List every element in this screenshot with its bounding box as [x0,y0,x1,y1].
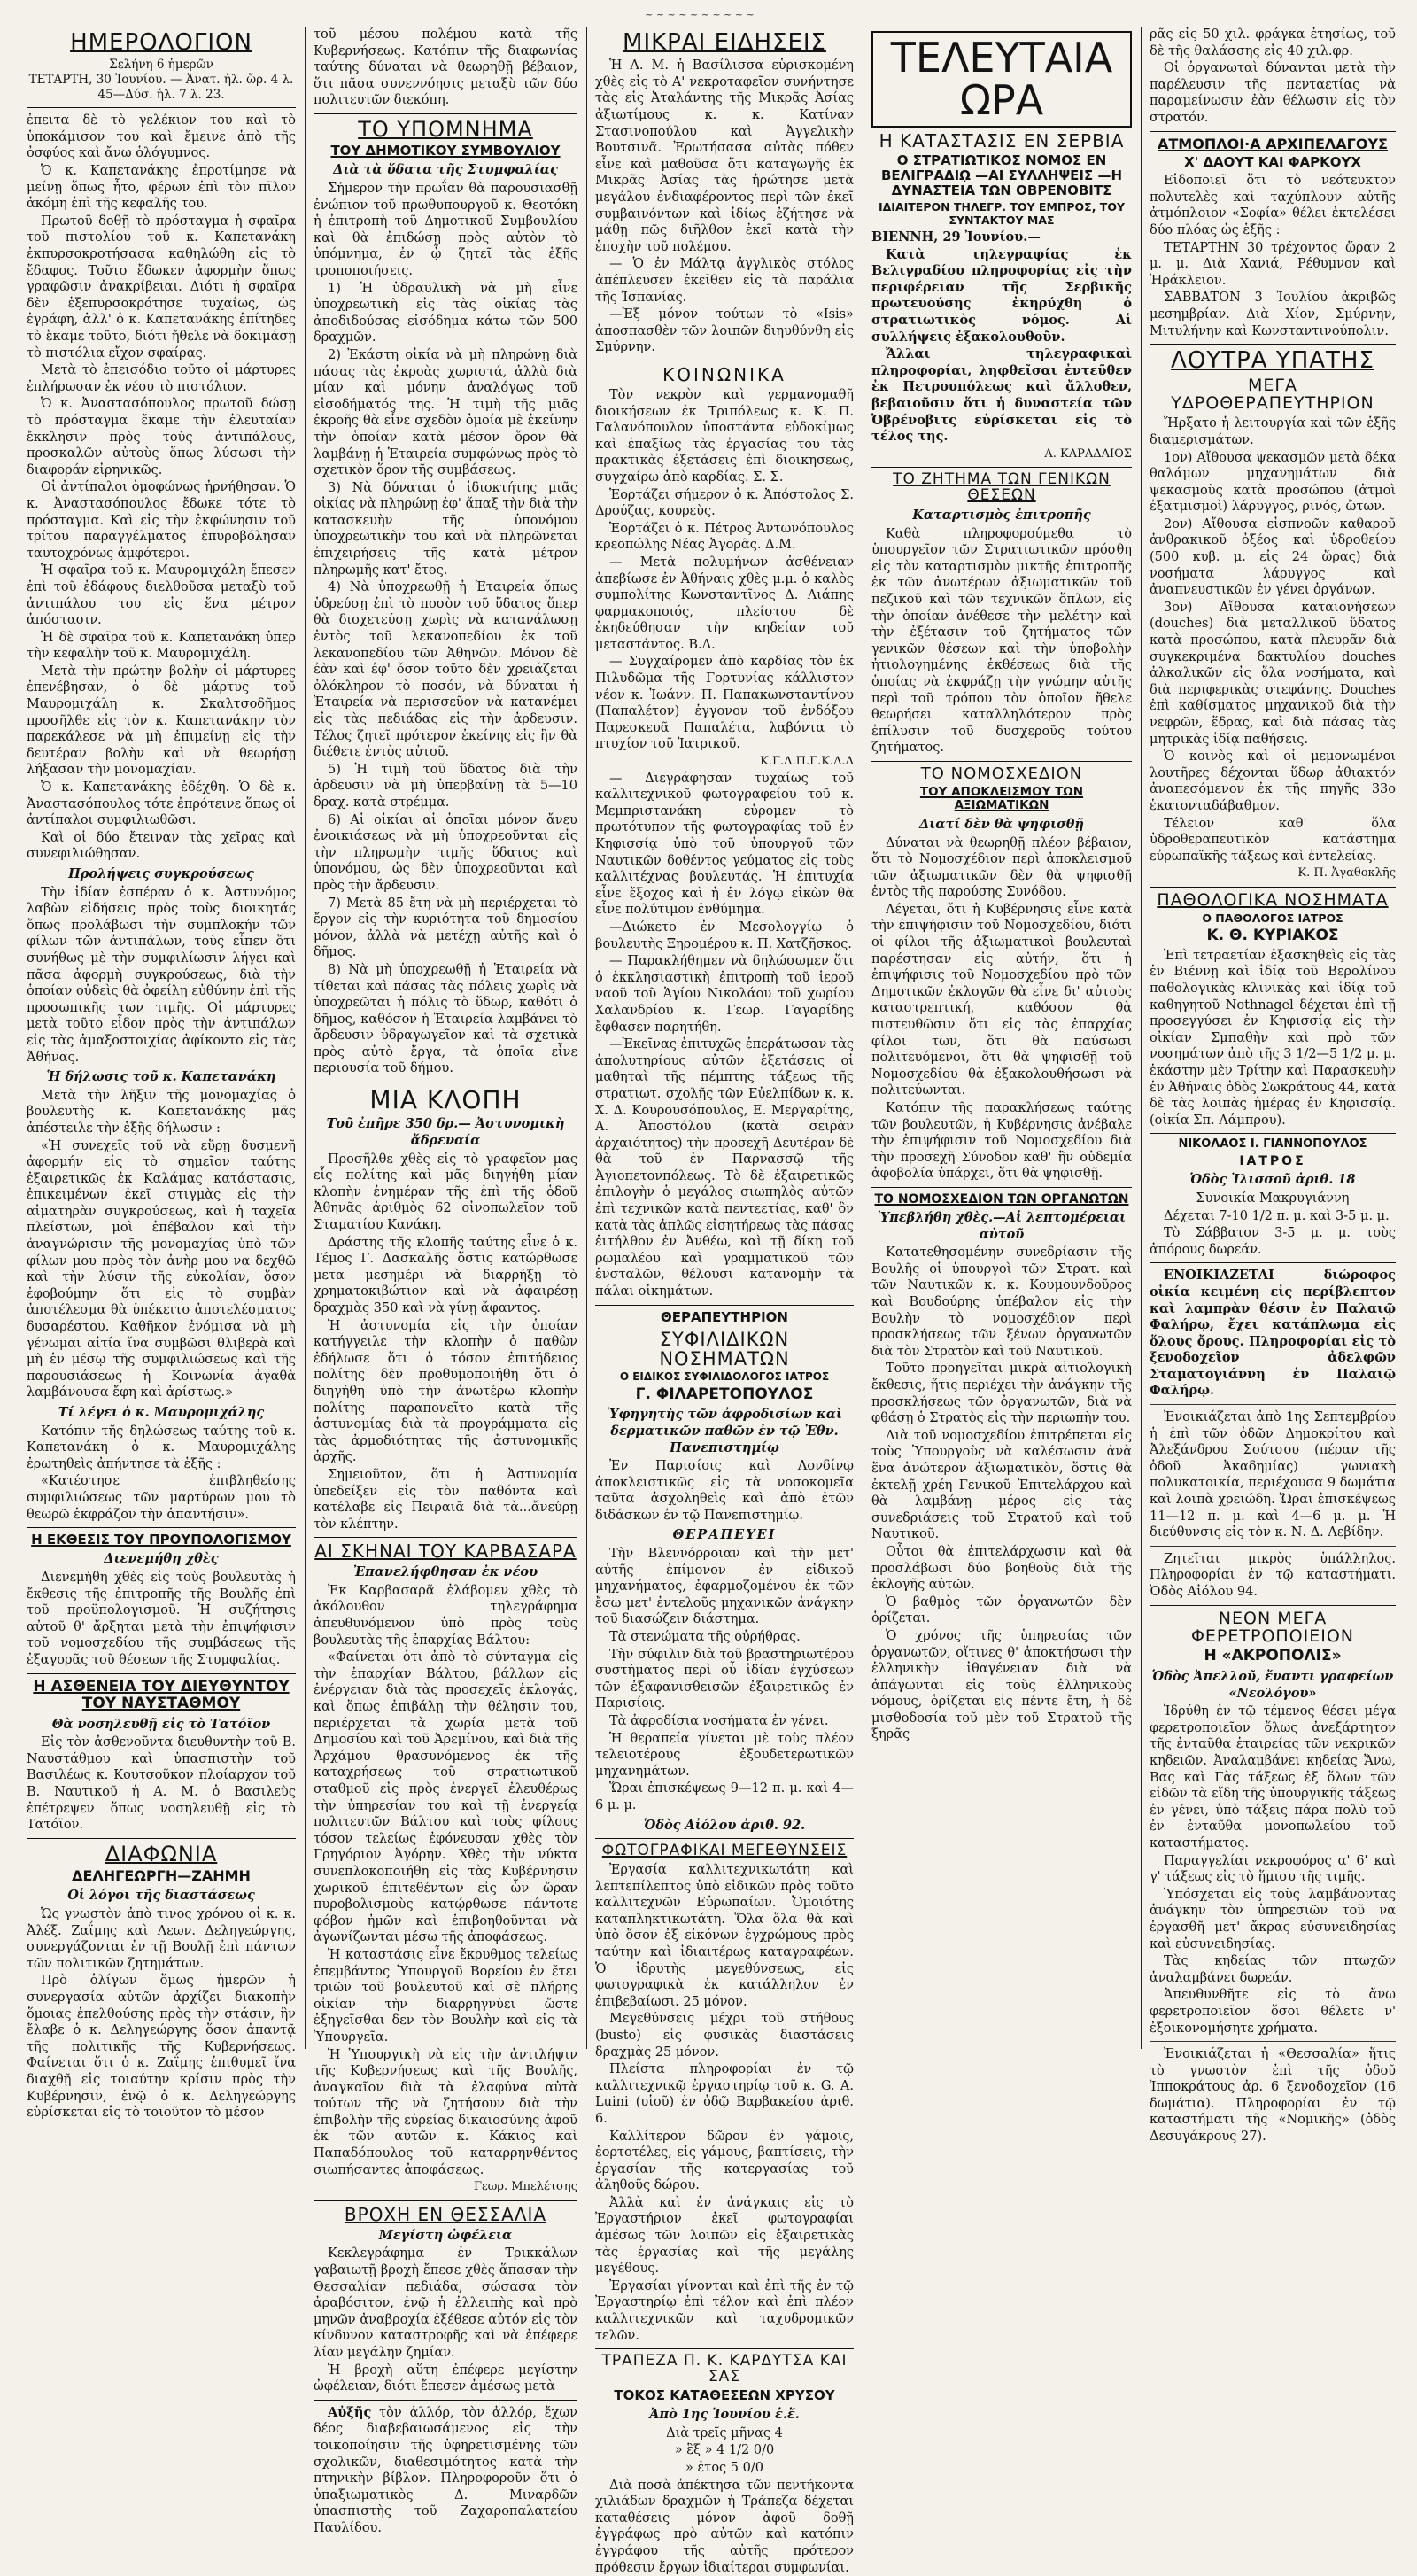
article-text: Ἱδρύθη ἐν τῷ τέμενος θέσει μέγα φερετροποιεῖον ὅλως ἀνεξάρτητον τῆς ἐνταῦθα ἑταιρείας τῶν νεκρικῶν κηδειῶν. Ἀναλαμβάνει κηδείας Ἄνω, Βας καὶ Γὰς τάξεως ἐξ ὅλων τῶν εἰδῶν τὰ εἴδη τῆς ὑπουργικῆς τάξεως ἐν γένει, ὑπὸ τάξεις πάρα πολὺ τοῦ ἐν ἐνταῦθα μονοπωλείου τοῦ καταστήματος. [1150,1704,1396,1851]
article-text: ΤΕΤΑΡΤΗΝ 30 τρέχοντος ὥραν 2 μ. μ. Διὰ Χανιά, Ρέθυμνον καὶ Ἡράκλειον. [1150,240,1396,288]
headline-sub: Η ΚΑΤΑΣΤΑΣΙΣ ΕΝ ΣΕΡΒΙΑ [879,129,1125,151]
article-text: Καὶ οἱ δύο ἔτειναν τὰς χεῖρας καὶ συνεφιλιώθησαν. [27,830,296,862]
subheading: Ἐπανελήφθησαν ἐκ νέου [352,1564,538,1580]
address: Ὁδὸς Αἰόλου ἀριθ. 92. [643,1817,806,1833]
advert-name: Γ. ΦΙΛΑΡΕΤΟΠΟΥΛΟΣ [635,1385,814,1403]
dateline: ΒΙΕΝΝΗ, 29 Ἰουνίου.— [871,229,1041,245]
subheading: Ἡ δήλωσις τοῦ κ. Καπετανάκη [46,1069,276,1085]
subheading: Διὰ τὰ ὕδατα τῆς Στυμφαλίας [333,162,558,178]
advert-sub: Χ' ΔΑΟΥΤ ΚΑΙ ΦΑΡΚΟΥΧ [1184,153,1361,170]
article-text: Δέχεται 7-10 1/2 π. μ. καὶ 3-5 μ. μ. [1164,1208,1390,1223]
column-rule [305,27,306,2049]
article-text: Ἑορτάζει σήμερον ὁ κ. Ἀπόστολος Σ. Δρούζας, κουρεὺς. [595,487,854,519]
article-text: «Κατέστησε ἐπιβληθείσης συμφιλιώσεως τῶν μαρτύρων μου τὸ θεωρῶ ἐκφράζον τὴν ἀπαντήσιν». [27,1474,296,1522]
article-text: Ὥραι ἐπισκέψεως 9—12 π. μ. καὶ 4—6 μ. μ. [595,1781,854,1812]
article-text: Ὁ κ. Ἀναστασόπουλος πρωτοῦ δώσῃ τὸ πρόσταγμα ἔκαμε τὴν ἐλευταίαν ἔκκλησιν πρὸς τοὺς ἀντιπάλους, προσκαλῶν αὐτοὺς ὅπως λύσωσι τὴν διαφοράν εἰρηνικῶς. [27,397,296,477]
advert-title: ΑΤΜΟΠΛΟΙ·Α ΑΡΧΙΠΕΛΑΓΟΥΣ [1158,135,1388,152]
article-text: Μεγεθύνσεις μέχρι τοῦ στήθους (busto) εἰς φυσικὰς διαστάσεις δραχμὰς 25 μόνον. [595,2012,854,2060]
article-text: 8) Νὰ μὴ ὑποχρεωθῇ ἡ Ἑταιρεία νὰ τίθεται καὶ πάσας τὰς πόλεις χωρὶς νὰ ὑποχρεῶται ἡ πόλις τὸ ὕδωρ, καθότι ὁ δῆμος, καθόσον ἡ Ἑταιρεία λαμβάνει τὸ ἄρδευσιν ὑδραγωγεῖον καὶ τὰ σχετικὰ πρὸς αὐτὸ ἔργα, τὰ ὁποῖα εἶνε περιουσία τοῦ δήμου. [314,962,577,1076]
headline: ΒΡΟΧΗ ΕΝ ΘΕΣΣΑΛΙΑ [344,2203,547,2225]
subheading: ΘΕΡΑΠΕΥΕΙ [672,1527,777,1543]
article-text: 3) Νὰ δύναται ὁ ἰδιοκτήτης μιᾶς οἰκίας νὰ πληρώνῃ ἐφ' ἅπαξ τὴν διὰ τὴν κατασκευὴν τῆς ὑπονόμου ὑποχρεωτικὴν του καὶ νὰ πληρῶνεται ἐπιχειρήσεις τῆς κατὰ μέτρον πληρωμῆς κατ' ἔτος. [314,480,577,578]
advert-title: ΝΕΟΝ ΜΕΓΑ ΦΕΡΕΤΡΟΠΟΙΕΙΟΝ [1190,1608,1355,1646]
article-text: Οἱ ἀντίπαλοι ὁμοφώνως ἠρνήθησαν. Ὁ κ. Ἀναστασόπουλος ἔδωκε τότε τὸ πρόσταγμα. Καὶ εἰς τὴν ἐκφώνησιν τοῦ τρίτου παραγγέλματος ἐπυροβόλησαν ταυτοχρόνως ἀμφότεροι. [27,480,296,561]
article-text: Οἱ ὀργανωταὶ δύνανται μετὰ τὴν παρέλευσιν τῆς πενταετίας νὰ παραμείνωσιν ἐὰν θέλωσιν εἰς τὸν στρατόν. [1150,61,1396,125]
signature: Α. ΚΑΡΑΔΑΙΟΣ [1044,446,1132,461]
article-text: Ἡ σφαῖρα τοῦ κ. Μαυρομιχάλη ἔπεσεν ἐπὶ τοῦ ἐδάφους διελθοῦσα μεταξὺ τοῦ ἀντιπάλου του εἰς ἕνα μέτρον ἀπόστασιν. [27,563,296,628]
article-text: — Συγχαίρομεν ἀπὸ καρδίας τὸν ἐκ Πιλυδῶμα τῆς Γορτυνίας κάλλιστον νέον κ. Ἰωάνν. Π. Παπακωνσταντίνου (Παπαλέτον) ἐγγονον τοῦ ἐνδόξου Παρεσκευᾶ Παπαλέτα, λαβόντα τὸ πτυχίον τοῦ Ἰατρικοῦ. [595,655,854,752]
headline: ΜΙΚΡΑΙ ΕΙΔΗΣΕΙΣ [623,29,826,56]
classified-ad: Ζητεῖται μικρὸς ὑπάλληλος. Πληροφορίαι ἐν τῷ καταστήματι. Ὁδὸς Αἰόλου 94. [1150,1551,1396,1600]
advert-sub: ΜΕΓΑ ΥΔΡΟΘΕΡΑΠΕΥΤΗΡΙΟΝ [1171,376,1374,414]
column-rule [586,27,587,2049]
advert-title: ΣΥΦΙΛΙΔΙΚΩΝ ΝΟΣΗΜΑΤΩΝ [659,1328,790,1369]
subheading: Τοῦ ἐπῆρε 350 δρ.— Ἀστυνομικὴ ἄδρεναία [326,1116,565,1149]
subheading: Ὑφηγητὴς τῶν ἀφροδισίων καὶ δερματικῶν παθῶν ἐν τῷ Ἐθν. Πανεπιστημίῳ [607,1407,842,1455]
article-text: ΣΑΒΒΑΤΟΝ 3 Ἰουλίου ἀκριβῶς μεσημβρίαν. Διὰ Χίον, Σμύρνην, Μιτυλήνην καὶ Κωνσταντινούπολιν. [1150,291,1396,338]
headline: ΤΟ ΥΠΟΜΝΗΜΑ [358,116,533,142]
headline: ΤΟ ΖΗΤΗΜΑ ΤΩΝ ΓΕΝΙΚΩΝ ΘΕΣΕΩΝ [893,470,1111,505]
article-text: ἐπειτα δὲ τὸ γελέκιον του καὶ τὸ ὑποκάμισον του καὶ ἔμεινε ἀπὸ τῆς ὀσφύος καὶ ἄνω ὁλόγυμνος. [27,113,296,161]
article-text: — Ὁ ἐν Μάλτᾳ ἀγγλικὸς στόλος ἀπέπλευσεν ἐκεῖθεν εἰς τὰ παράλια τῆς Ἰσπανίας. [595,257,854,305]
article-text: 5) Ἡ τιμὴ τοῦ ὕδατος διὰ τὴν ἀρδευσιν νὰ μὴ ὑπερβαίνῃ τὰ 5—10 δραχ. κατὰ στρέμμα. [314,762,577,810]
rate-line: » ἐτος 5 0/0 [685,2460,763,2475]
article-text: Ἡ θεραπεία γίνεται μὲ τοὺς πλέον τελειοτέρους ἐξουδετερωτικῶν μηχανημάτων. [595,1731,854,1779]
article-text: Ἡ ἀστυνομία εἰς τὴν ὁποίαν κατήγγειλε τὴν κλοπὴν ὁ παθὼν ἐδήλωσε ὅτι ὁ τόσον ἐπιτήδειος πολίτης δὲν προθυμοποιήθη ὅτι ὁ διηγήθη ὑπὸ τὴν ἀνωτέρω κλοπὴν πολίτης παραπονεῖτο κατὰ τῆς ἀστυνομίας διὰ τὰ προγράμματα εἰς τὰς ἀρμοδιότητας τῆς ἀστυνομικῆς ἀρχῆς. [314,1318,577,1465]
article-text: — Διεγράφησαν τυχαίως τοῦ καλλιτεχνικοῦ φωτογραφείου τοῦ κ. Μεμπριστανάκη εὑρομεν τὸ πρωτότυπον τῆς φωτογραφίας τοῦ ἐν Κηφισσίᾳ ὑπὸ τοῦ ὑπουργοῦ τῶν Ναυτικῶν δοθέντος γεύματος εἰς τοὺς καλλιτέχνας βουλευτάς. Ἡ ἐπιτυχία εἶνε ἔξοχος καὶ ἡ ἐν λόγῳ εἰκὼν θὰ εἶνε πολύτιμον ἐνθύμημα. [595,771,854,918]
article-text: Τὸν νεκρὸν καὶ γερμανομαθῆ διοικήσεων ἐκ Τριπόλεως κ. Κ. Π. Γαλανόπουλον ὑποστάντα εὐδοκίμως καὶ ἐπαξίως τὰς ἐργασίας του τὰς πρακτικὰς ἐξετάσεις ἐπὶ διοικησεως, συγχαίρω ἀπὸ καρδίας. Σ. Σ. [595,387,854,485]
inline-heading: Αὐξῆς [328,2404,372,2420]
advert-sub: ΙΑΤΡΟΣ [1239,1154,1306,1169]
column-3 [595,27,854,2575]
page-header-ornament: ~ ~ ~ ~ ~ ~ ~ ~ ~ ~ [645,9,755,20]
article-text: —Διώκετο ἐν Μεσολογγίῳ ὁ βουλευτὴς Ξηρομέρου κ. Π. Χατζῆσκος. [595,919,854,951]
article-text: Διὰ ποσὰ ἀπέκτησα τῶν πεντήκοντα χιλιάδων δραχμῶν ἡ Τράπεζα δέχεται καταθέσεις μόνον ἀφοῦ δοθῇ ἐγγράφως πρὸ αὐτῶν καὶ κατόπιν ἐγγράφου τῆς αὐτῆς πρότερον πρόθεσιν ἔργων ἰδιαίτεραι συμφωνίαι. [595,2478,854,2575]
article-text: Σημειοῦτον, ὅτι ἡ Ἀστυνομία ὑπεδείξεν εἰς τὸν παθόντα καὶ κατέλαβε εἰς Πειραιᾶ διὰ τὰ...ἄνεύρῃ τὸν κλέπτην. [314,1467,577,1532]
article-text: Τέλειον καθ' ὅλα ὑδροθεραπευτικὸν κατάστημα εὐρωπαϊκῆς τάξεως καὶ ἐντελείας. [1150,816,1396,864]
article-text: 2) Ἐκάστη οἰκία νὰ μὴ πληρώνῃ διὰ πάσας τὰς ἐκροὰς χωριστά, ἀλλὰ διὰ μίαν καὶ μόνην ἀναλόγως τοῦ εἰσοδήματός της. Ἡ τιμὴ τῆς μιᾶς ἐκροῆς θὰ εἶνε σχεδὸν ὁμοία μὲ ἐκείνην τὴν ὁποίαν κατὰ μέσον ὅρον θὰ λαμβάνῃ ἡ Ἑταιρεία συμφώνως πρὸς τὸ σχετικὸν ὅρον τῆς συμβάσεως. [314,347,577,478]
article-text: 2ον) Αἴθουσα εἰσπνοῶν καθαροῦ ἀνθρακικοῦ ὀξέος καὶ ὑδροθείου (500 κυβ. μ. εἰς 24 ὥρας) διὰ νοσήματα λάρυγγος καὶ ἀναπνευστικῶν ἐν γένει ὀργάνων. [1150,516,1396,598]
subheading: Προλήψεις συγκρούσεως [68,866,254,882]
subheading: Ὑπεβλήθη χθὲς.—Αἱ λεπτομέρειαι αὐτοῦ [877,1210,1127,1242]
subheading: Ἀπὸ 1ης Ἰουνίου ἐ.ἔ. [649,2407,800,2423]
article-text: Κατὰ τηλεγραφίας ἐκ Βελιγραδίου πληροφορίας εἰς τὴν περιφέρειαν τῆς Σερβικῆς πρωτευούσης ἐκηρύχθη ὁ στρατιωτικὸς νόμος. Αἱ συλλήψεις ἐξακολουθοῦν. [871,246,1132,345]
article-text: Μετὰ τὴν πρώτην βολὴν οἱ μάρτυρες ἐπενέβησαν, ὁ δὲ μάρτυς τοῦ Μαυρομιχάλη κ. Σκαλτσοδῆμος προσῆλθε εἰς τὸν κ. Καπετανάκην τὸν παρεκάλεσε νὰ μὴ ἐπιμείνῃ εἰς τὴν δευτέραν βολὴν καὶ νὰ θεωρήσῃ λήξασαν τὴν μονομαχίαν. [27,663,296,778]
article-text: Ἑορτάζει ὁ κ. Πέτρος Ἀντωνόπουλος κρεοπώλης Νέας Ἀγορᾶς. Δ.Μ. [595,521,854,553]
article-text: — Μετὰ πολυμήνων ἀσθένειαν ἀπεβίωσε ἐν Ἀθήναις χθὲς μ.μ. ὁ καλὸς συμπολίτης Κωνσταντῖνος Δ. Λιάπης φαρμακοποιός, πλείστου δὲ ἐκηδεύθησαν τὴν κηδείαν τοῦ μεταστάντος. Β.Λ. [595,555,854,652]
column-2 [314,27,577,2535]
classified-ad: Ἐνοικιάζεται ἡ «Θεσσαλία» ἥτις τὸ γνωστὸν ἐπὶ τῆς ὁδοῦ Ἱπποκράτους ἀρ. 6 ξενοδοχεῖον (16 δωμάτια). Πληροφορίαι ἐν τῷ καταστήματι τῆς «Νομικῆς» (ὁδὸς Δεσυγάκρους 27). [1150,2047,1396,2145]
article-text: Ἐργασίαι γίνονται καὶ ἐπὶ τῆς ἐν τῷ Ἐργαστηρίῳ ἐπὶ τέλον καὶ ἐπὶ πλέον καλλιτεχνικῶν καὶ ταχυδρομικῶν τελῶν. [595,2278,854,2343]
article-text: Ὁ κ. Καπετανάκης ἐδέχθη. Ὁ δὲ κ. Ἀναστασόπουλος τότε ἐπρότεινε ὅπως οἱ ἀντίπαλοι συμφιλιωθῶσι. [27,780,296,828]
article-text: Ὁ βαθμὸς τῶν ὀργανωτῶν δὲν ὁρίζεται. [871,1594,1132,1626]
article-text: 1ον) Αἴθουσα ψεκασμῶν μετὰ δέκα θαλάμων μηχανημάτων διὰ ψεκασμοὺς κατὰ προσώπου (ἀτμοὶ ἐξατμισμοὶ) λάρυγγος, ρινός, ὤτων. [1150,450,1396,515]
article-text: Ἡ Ὑπουργικὴ νὰ εἰς τὴν ἀντιλήψιν τῆς Κυβερνήσεως καὶ τῆς Βουλῆς, ἀναγκαῖον διὰ τὰ ἐλαφύνα αὐτὰ τούτων τῆς νὰ ζητήσουν διὰ τὴν ἐπιβολὴν τῆς εὐρείας δικαιοσύνης ἀφοῦ ἐκ τῶν αὐτῶν κ. Κάκιος καὶ Παπαδόπουλος τοῦ καταρρηνθέντος σιωπήσαντες ἀποφάσεως. [314,2047,577,2177]
article-text: Ἐκ Καρβασαρᾶ ἐλάβομεν χθὲς τὸ ἀκόλουθον τηλεγράφημα ἀπευθυνόμενον ὑπὸ πρὸς τοὺς βουλευτὰς τῆς ἐπαρχίας Βάλτου: [314,1583,577,1648]
advert-title: ΤΡΑΠΕΖΑ Π. Κ. ΚΑΡΔΥΤΣΑ ΚΑΙ ΣΑΣ [601,2352,848,2386]
headline: ΑΙ ΣΚΗΝΑΙ ΤΟΥ ΚΑΡΒΑΣΑΡΑ [314,1540,577,1563]
article-text: Καθὰ πληροφορούμεθα τὸ ὑπουργεῖον τῶν Στρατιωτικῶν πρόσθη εἰς τὸν καταρτισμὸν μικτῆς ἐπιτροπῆς ἐκ τῶν ἀνωτέρων ἀξιωματικῶν τοῦ πεζικοῦ καὶ τῶν τεχνικῶν ὅπλων, εἰς τὴν ὁποίαν ἀνέθεσε τὴν μελέτην καὶ τὴν ἐξέτασιν τοῦ ζητήματος τῶν γενικῶν θέσεων καὶ τὴν ὑποβολὴν ἠτιολογημένης ἐκθέσεως διὰ τῆς ὁποίας νὰ ἐκφράζῃ τὴν γνώμην αὐτῆς περὶ τοῦ τρόπου τὸν ὁποῖον ἤθελε θεωρήσει καταλληλότερον πρὸς ἐπίλυσιν τοῦ δυσχεροῦς τούτου ζητήματος. [871,526,1132,756]
article-text: Ἐπὶ τετραετίαν ἐξασκηθεὶς εἰς τὰς ἐν Βιέννῃ καὶ ἰδίᾳ τοῦ Βερολίνου παθολογικὰς κλινικὰς καὶ ἰδίᾳ τοῦ καθηγητοῦ Nothnagel δέχεται ἐπὶ τῇ προσεγγύσει ἐν Κηφισσίᾳ εἰς τὴν οἰκίαν Σμπαθὴν καὶ πρὸ τῶν νοσημάτων ἀπὸ τῆς 3 1/2—5 1/2 μ. μ. ἑκάστην μὲν Τρίτην καὶ Παρασκευὴν ἐν Ἀθήναις ὁδὸς Σωκράτους 44, κατὰ δὲ τὰς λοιπὰς ἡμέρας ἐν Κηφισσίᾳ. (οἰκία Σπ. Λάμπρου). [1150,948,1396,1128]
article-text: Ἀπευθυνθῆτε εἰς τὸ ἄνω φερετροποιεῖον ὅσοι θέλετε ν' ἐξοικονομήσητε χρήματα. [1150,1988,1396,2036]
column-rule [1141,27,1142,2049]
article-text: Λέγεται, ὅτι ἡ Κυβέρνησις εἶνε κατὰ τὴν ἐπιψήφισιν τοῦ Νομοσχεδίου, διότι οἱ φίλοι τῆς ἀξιωματικοὶ βουλευταὶ παρέστησαν εἰς αὐτήν, ὅτι ἡ ἐπιψήφισις τοῦ Νομοσχεδίου πρὸ τῶν Δημοτικῶν ἐκλογῶν θὰ εἶνε δι' αὐτοὺς καταστρεπτική, καθόσον θὰ πιστευθῶσιν ὅτι εἰς τὰς ἐπαρχίας φίλοι των, ὅτι θὰ παύσωσι πολιτευόμενοι, ὅτι θὰ ψηφισθῇ τοῦ Νομοσχεδίου θὰ ἐξακολουθήσωσι νὰ πολιτεύωνται. [871,902,1132,1098]
article-text: Συνοικία Μακρυγιάννη [1196,1191,1350,1206]
article-text: Ἡ καταστάσις εἶνε ἔκρυθμος τελείως ἐπεμβάντος Ὑπουργοῦ Βορείου ἐν ἔτει τριῶν τοῦ βουλευτοῦ καὶ σὲ πλήρης οἰκίαν τὴν διαρρηγνύει ὥστε ἐξηγεῖσθαι δεν τὸν Βουλὴν καὶ εἰς τὰ Ὑπουργεῖα. [314,1947,577,2045]
article-text: Τὰς κηδείας τῶν πτωχῶν ἀναλαμβάνει δωρεάν. [1150,1954,1396,1985]
article-text: Τὴν σύφιλιν διὰ τοῦ βραστηριωτέρου συστήματος περὶ οὗ ἰδίαν ἐγχύσεων τῶν ἐξαφανισθεισῶν ἐξαιρετικῶς ἐν Παρισίοις. [595,1647,854,1711]
article-text: Κατατεθησομένην συνεδρίασιν τῆς Βουλῆς οἱ ὑπουργοὶ τῶν Στρατ. καὶ τῶν Ναυτικῶν κ. κ. Κουμουνδοῦρος καὶ Βουδούρης ὑπέβαλον εἰς τὴν Βουλὴν τὸ νομοσχέδιον περὶ προσκλήσεως τῶν ξένων ὀργανωτῶν διὰ τὸν Στρατὸν καὶ τοῦ Ναυτικοῦ. [871,1245,1132,1359]
article-text: Ἐργασία καλλιτεχνικωτάτη καὶ λεπτεπίλεπτος ὑπὸ εἰδικῶν πρὸς τοῦτο καλλιτεχνῶν Εὐρωπαίων. Ὁμοιότης καταπληκτικωτάτη. Ὅλα ὅλα θὰ καὶ ὑπὸ ὅσον ἐξ εἰκόνων ἐγχρώμους πρὸς ταύτην καὶ ἰδιαιτέρως καταγραφέων. Ὁ ἱδρυτὴς μεγεθύνσεως, εἰς φωτογραφικὰ ἐκ κατάλληλον ἐν ἐπιβεβαίωσι. 25 μόνον. [595,1863,854,2009]
article-text: τὸν ἀλλόρ, τὸν ἀλλόρ, ἔχων δέος διαβεβαιωσάμενος εἰς τὴν τοικοποίησιν τῆς ὑφηρετισμένης τῶν σχολικῶν, διαθεσιμότητος κατὰ τὴν πτηνικὴν βίβλον. Πληροφοροῦν ὅτι ὁ ὑπαξιωματικὸς Δ. Μιναρδῶν ὑπασπιστὴς τοῦ Ζαχαροπαλατείου Παυλίδου. [314,2405,577,2535]
subheading: Καταρτισμὸς ἐπιτροπῆς [912,508,1091,524]
article-text: Δράστης τῆς κλοπῆς ταύτης εἶνε ὁ κ. Τέμος Γ. Δασκαλῆς ὅστις κατώρθωσε μετα μεσημέρι νὰ διαρρήξῃ τὸ χρηματοκιβώτιον καὶ νὰ ἀφαιρέσῃ δραχμὰς 350 καὶ νὰ γίνῃ ἄφαντος. [314,1235,577,1315]
article-text: Πρωτοῦ δοθῇ τὸ πρόσταγμα ἡ σφαῖρα τοῦ πιστολίου τοῦ κ. Καπετανάκη ἐκπυρσοκροτήσασα καθηλώθη εἰς τὸ ἔδαφος. Τοῦτο ἔδωκεν ἀφορμὴν ὅπως γραφῶσιν ἀνακρίβειαι. Διότι ἡ σφαῖρα δὲν ἐξεπυρσοκρότησε τυχαίως, ὡς ἐγράφη, ἀλλ' ὁ κ. Καπετανάκης ἐπίτηδες τὸ ἔκαμε τοῦτο, διότι ἤθελε νὰ δοκιμάσῃ τὸ πιστόλια εἴχον σφαίρας. [27,213,296,361]
headline-main: ΤΕΛΕΥΤΑΙΑ ΩΡΑ [871,31,1132,128]
article-text: Διὰ τοῦ νομοσχεδίου ἐπιτρέπεται εἰς τοὺς Ὑπουργοὺς νὰ καλέσωσιν ἀνὰ ἕνα ἀνώτερον ἀξιωματικὸν, ὅστις θὰ ἐκτελῇ χρέη Γενικοῦ Ἐπιτελάρχου καὶ θὰ λαμβάνῃ μέρος εἰς τὰς συνεδριάσεις τοῦ Στρατοῦ καὶ τοῦ Ναυτικοῦ. [871,1428,1132,1542]
article-text: Τὰ στενώματα τῆς οὐρήθρας. [609,1630,801,1645]
article-text: Μετὰ τὴν λῆξιν τῆς μονομαχίας ὁ βουλευτὴς κ. Καπετανάκης μᾶς ἀπέστειλε τὴν ἑξῆς δήλωσιν : [27,1088,296,1136]
article-text: Ἡ Α. Μ. ἡ Βασίλισσα εὑρισκομένη χθὲς εἰς τὸ Α' νεκροταφεῖον συνήντησε τὰς εἰς Ἀταλάντης τῆς Μικρᾶς Ἀσίας ἀξιωτίμους κ. κ. Κατίναν Στασινοπούλου καὶ Ἀγγελικὴν Βουτσινᾶ. Ἐρωτήσασα αὐτὰς πόθεν εἶνε καὶ μαθοῦσα ὅτι καταγωγῆς ἐκ Μικρᾶς Ἀσίας τὰς ἠρώτησε μετὰ μεγάλου ἐνδιαφέροντος περὶ τῶν ἐκεῖ συμβαινόντων καὶ ἰδίως ἐζήτησε νὰ μάθῃ πῶς διῆλθον ἐκεῖ κατὰ τὴν ἐποχὴν τοῦ πολέμου. [595,58,854,254]
calendar-heading: ΗΜΕΡΟΛΟΓΙΟΝ [70,29,252,56]
article-text: Κεκλεγράφημα ἐν Τρικκάλων γαβαιωτῇ βροχὴ ἔπεσε χθὲς ἅπασαν τὴν Θεσσαλίαν πεδιάδα, σώσασα τὸν ἀραβόσιτον, ἐνῷ ἡ ἐλλειπὴς καὶ πρὸ μηνῶν ἀναβροχία ἐξέθεσε αὐτόν εἰς τὸν κίνδυνον καταστροφῆς καὶ νὰ ἐπέφερε λίαν μεγάλην ζημίαν. [314,2246,577,2361]
article-text: «Ἡ συνεχεῖς τοῦ νὰ εὕρῃ δυσμενῆ ἀφορμήν εἰς τὸ σημεῖον ταύτης ἐξαιρετικῶς ἐκ Καλάμας κατάστασις, ἐπικειμένων ἐκεῖ στιγμὰς εἰς τὴν αἱματηρὰν συγκρούσεως, καὶ ἡ ταχεῖα πλείστων, μοὶ ἐπέβαλον καὶ τὴν ἀναγνώρισιν τῆς μονομαχίας ὑπὸ τῶν φίλων μου πρὸς τὸν ἀνὴρ μου να δεχθῶ καὶ τὴν λύσιν τῆς εὐκολίαν, ὅσον ἐφοβούμην ὅτι εἰς τὸ συμβὰν ἀποτέλεσμα θὰ ὑπέκειτο ἀποτελέσματος δυσαρέστου. Καθῆκον ἐνόμισα νὰ μὴ γένωμαι αἰτία ἵνα συμβῶσι θλιβερὰ καὶ μὴ ἐν μέσῳ τῆς συμφιλιώσεως καὶ τῆς παρουσιάσεως ἡ Κοινωνία ἀγαθὰ λαμβάνουσα ἔφη καὶ ἀρίστως.» [27,1138,296,1401]
article-text: Καλλίτερον δῶρον ἐν γάμοις, ἑορτοτέλες, εἰς γάμους, βαπτίσεις, τὴν ἐργασίαν τῆς κατεργασίας τοῦ ἀληθοῦς δώρου. [595,2129,854,2193]
article-text: Ἡ δὲ σφαῖρα τοῦ κ. Καπετανάκη ὑπερ τὴν κεφαλὴν τοῦ κ. Μαυρομιχάλη. [27,630,296,662]
headline: ΤΟ ΝΟΜΟΣΧΕΔΙΟΝ [920,764,1083,783]
article-text: Ἡ βροχὴ αὕτη ἐπέφερε μεγίστην ὠφέλειαν, διότι ἔπεσεν ἀμέσως μετὰ [314,2363,577,2394]
article-text: Μετὰ τὸ ἐπεισόδιο τοῦτο οἱ μάρτυρες ἐπλήρωσαν ἐκ νέου τὸ πιστόλιον. [27,363,296,394]
article-text: 3ον) Αἴθουσα καταιονήσεων (douches) διὰ μεταλλικοῦ ὕδατος κατὰ προσώπου, κατὰ πλευρᾶν διὰ συγκεκριμένα δακτυλίου douches ἀλκαλικῶν εἰς ὅλα νοσήματα, καὶ διὰ περιφερικὰς στεφάνης. Douches ἐπὶ καθίσματος μηχανικοῦ διὰ τὴν νεφρῶν, ἕδρας, καὶ διὰ πάσας τὰς μητρικὰς ἰδίᾳ παθήσεις. [1150,600,1396,747]
headline-sub: ΤΟΥ ΑΠΟΚΛΕΙΣΜΟΥ ΤΩΝ ΑΞΙΩΜΑΤΙΚΩΝ [919,784,1084,813]
article-text: Τὴν Βλεννόρροιαν καὶ τὴν μετ' αὐτῆς ἐπίμονον ἐν εἰδικοῦ μηχανήματος, ἐφαρμοζομένου ἐκ τῶν ἔσω μετ' ἐντελοῦς μηχανικῶν ἀνάγκην τοῦ διασώζειν διάστημα. [595,1547,854,1627]
article-text: Τὸ Σάββατον 3-5 μ. μ. τοὺς ἀπόρους δωρεάν. [1150,1226,1396,1257]
article-text: Προσῆλθε χθὲς εἰς τὸ γραφεῖον μας εἷς πολίτης καὶ μᾶς διηγήθη μίαν κλοπὴν ἐνημέραν τῆς ἐπὶ τῆς ὁδοῦ Ἀθηνᾶς ἀριθμὸς 62 οἰνοπωλεῖον τοῦ Σταματίου Κανάκη. [314,1152,577,1233]
headline-sub: ΤΟΥ ΔΗΜΟΤΙΚΟΥ ΣΥΜΒΟΥΛΙΟΥ [330,143,561,159]
article-text: 6) Αἱ οἰκίαι αἱ ὁποῖαι μόνον ἄνευ ἐνοικιάσεως νὰ μὴ ὑποχρεοῦνται εἰς τὴν πληρωμὴν τιμῆς ὕδατος καὶ ὑπονόμου, ὡς δὲν ὑποχρεοῦνται καὶ πρὸς τὴν ἄρδευσιν. [314,812,577,893]
article-text: Ὡς γνωστὸν ἀπὸ τινος χρόνου οἱ κ. κ. Ἀλέξ. Ζαΐμης καὶ Λεων. Δεληγεώργης, συνεργάζονται ἐν τῇ Βουλῇ ἐπὶ πάντων τῶν πολιτικῶν ζητημάτων. [27,1907,296,1971]
article-text: 1) Ἡ ὑδραυλικὴ νὰ μὴ εἶνε ὑποχρεωτικὴ εἰς τὰς οἰκίας τὰς ἀποδιδούσας εἰσόδημα κάτω τῶν 500 δραχμῶν. [314,281,577,345]
advert-sub: Ο ΕΙΔΙΚΟΣ ΣΥΦΙΛΙΔΟΛΟΓΟΣ ΙΑΤΡΟΣ [619,1369,830,1383]
classified-ad: Ἐνοικιάζεται ἀπὸ 1ης Σεπτεμβρίου ἡ ἐπὶ τῶν ὁδῶν Δημοκρίτου καὶ Ἀλεξάνδρου Σούτσου (πέραν τῆς ὁδοῦ Ἀκαδημίας) γωνιακὴ πολυκατοικία, περιέχουσα 9 δωμάτια καὶ λοιπὰ χρειώδη. Ὥραι ἐπισκέψεως 11—12 π. μ. καὶ 4—6 μ. μ. Ἡ διεύθυνσις εἰς τὸν κ. Ν. Δ. Λεβίδην. [1150,1410,1396,1540]
article-text: Τὴν ἰδίαν ἐσπέραν ὁ κ. Ἀστυνόμος λαβὼν εἰδήσεις πρὸς τοὺς διοικητάς ὅπως προλάβωσι τὴν συμπλοκήν τῶν φίλων τῶν ἀντιπάλων, τοὺς εἶπεν ὅτι συνήθως μὲ τὴν συμφιλίωσιν λήγει καὶ πᾶσα ἀφορμὴ συγκρούσεως, διὰ τὴν ὁποίαν οὐδεὶς θὰ ὀφείλῃ εὐθύνην ἐπὶ τῆς προσωπικῆς των τιμῆς. Οἱ μάρτυρες μετὰ τοῦτο εἶδον πρὸς τὴν ἀντιπάλων εἰς τὰς ἁμαξοστοιχίας ἀφίκοντο εἰς τὰς Ἀθήνας. [27,885,296,1065]
subheading: Διενεμήθη χθὲς [104,1551,219,1567]
article-text: Τὰ ἀφροδίσια νοσήματα ἐν γένει. [609,1714,829,1729]
article-text: —Ἐκεῖνας ἐπιτυχῶς ἐπεράτωσαν τὰς ἀπολυτηρίους αὐτῶν ἐξετάσεις οἱ μαθηταὶ τῆς πέμπτης τάξεως τῆς στρατιωτ. σχολῆς τῶν Εὐελπίδων κ. κ. Χ. Δ. Κουρουσόπουλος, Ε. Μεργαρίτης, Α. Ἀποστόλου (κατὰ σειρὰν ἀρχαιότητος) τὴν προσεχῆ Δευτέραν δὲ θὰ τοῦ ἐν Παρνασσῷ τῆς Ἀγιοπετονπόλεως. Τὸ δὲ ἐξαιρετικῶς ἐπιλογὴν ὁ μεγάλος σιωπηλὸς αὐτῶν ἐπὶ τεχνικῶν κατὰ πεντεετίας, καθ' ὃν κατὰ τὰς ἀπλῶς εἰσητήρεως τὰς πάσας ἐιτήλθον ἐν Ἀνθέω, καὶ τῇ δίκῃ τοῦ ρωμαλέου καὶ γραμματικοῦ τῶν ἐνσταλῶν, θέλουσι κατανομὴν τὰ πάλαι οἰκημάτων. [595,1037,854,1300]
classified-ad: ΕΝΟΙΚΙΑΖΕΤΑΙ διώροφος οἰκία κειμένη εἰς περίβλεπτον καὶ λαμπρὰν θέσιν ἐν Παλαιῷ Φαλήρῳ, ἔχει κατάπλωμα εἰς ὅλους ὄρους. Πληροφορίαι εἰς τὸ ξενοδοχεῖον ἀδελφῶν Σταματογιάννη ἐν Παλαιῷ Φαλήρῳ. [1150,1268,1396,1399]
subheading: Θὰ νοσηλευθῇ εἰς τὸ Τατόϊον [51,1716,271,1732]
subheading: Διατί δὲν θὰ ψηφισθῇ [919,816,1084,832]
article-text [314,2405,577,2537]
headline: Η ΕΚΘΕΣΙΣ ΤΟΥ ΠΡΟΥΠΟΛΟΓΙΣΜΟΥ [31,1532,291,1548]
article-text: Εἰδοποιεῖ ὅτι τὸ νεότευκτον πολυτελὲς καὶ ταχύπλουν αὐτῆς ἀτμόπλοιον «Σοφία» θέλει ἐκτελέσει δύο πλόας ὡς ἑξῆς : [1150,174,1396,237]
article-text: Πρὸ ὀλίγων ὅμως ἡμερῶν ἡ συνεργασία αὐτῶν ἀρχίζει διακοπὴν ὅμοιας ἐπελθούσης πρὸς τὴν στάσιν, ἣν ἔλαβε ὁ κ. Δεληγεώργης ὅσον ἀπαντᾷ τῆς πολιτικῆς τῆς Κυβερνήσεως. Φαίνεται ὅτι ὁ κ. Ζαΐμης ἐπιθυμεῖ ἵνα διαχθῇ εἰς τοιαύτην κρίσιν πρὸς τὴν Κυβέρνησιν, ἐνῷ ὁ κ. Δεληγεώργης εὑρίσκεται εἰς τὸ τοιοῦτον τὸ μέσον [27,1974,296,2121]
article-text: Οὗτοι θὰ ἐπιτελάρχωσιν καὶ θὰ προσλάβωσι δύο βοηθοὺς διὰ τῆς ἐκλογῆς αὐτῶν. [871,1544,1132,1593]
column-1 [27,27,296,2121]
headline: Η ΑΣΘΕΝΕΙΑ ΤΟΥ ΔΙΕΥΘΥΝΤΟΥ ΤΟΥ ΝΑΥΣΤΑΘΜΟΥ [33,1677,290,1713]
article-text: «Φαίνεται ὁτι ἀπὸ τὸ σύνταγμα εἰς τὴν ἐπαρχίαν Βάλτου, βάλλων εἰς ἐνέργειαν διὰ τὰς προσεχεῖς ἐκλογάς, καὶ ὅπως ἐπιβάλῃ τὴν θέλησιν του, περιέρχεται τὰ χωρία μετὰ τοῦ Δημοσίου καὶ τοῦ Ἀρεμίνου, καὶ διὰ τῆς Ἀρχάμου θρασυνόμενος ἐκ τῆς καταχρήσεως τοῦ στρατιωτικοῦ σταθμοῦ εἰς πρὸς ἐνεργεῖ ἐλευθέρως τὴν ὑπηρεσίαν του καὶ τῇ ἐνεργείᾳ πολιτευτῶν Βάλτου καὶ τοὺς φίλους τόσον τελείως ἐφόνευσαν χθὲς τὸν Γρηγόριον Ἀγόρην. Χθὲς τὴν νύκτα συνεπλοκοποιήθη εἰς τὰς Κυβέρνησιν χωρικοῦ ἐπιτεθέντων εἰς ὧν ὥραν πυροβολισμοὺς κατῴρθωσε πάντοτε φόβον ἠμῶν καὶ ἐπιβοηθοῦνται νὰ ἀγωνίζωνται μέσω τῆς ἀποφάσεως. [314,1650,577,1945]
subheading: Μεγίστη ὠφέλεια [378,2227,513,2243]
headline: ΔΙΑΦΩΝΙΑ [105,1841,218,1866]
rate-line: Διὰ τρεῖς μῆνας 4 [666,2425,783,2440]
article-text: Κατόπιν τῆς δηλώσεως ταύτης τοῦ κ. Καπετανάκη ὁ κ. Μαυρομιχάλης ἐρωτηθεὶς ἀπήντησε τὰ ἑξῆς : [27,1424,296,1471]
article-text: Ἀλλὰ καὶ ἐν ἀνάγκαις εἰς τὸ Ἐργαστήριον ἐκεῖ φωτογραφίαι ἀμέσως τῶν λοιπῶν εἰς ἑξαιρετικὰς τὰς ἐργασίας καὶ τῆς μεγάλης μεγέθους. [595,2195,854,2277]
article-text: Ὁ κοινὸς καὶ οἱ μεμονωμένοι λουτῆρες δέχονται ὕδωρ ἀθιακτόν ἀναπεσόμενον ἐκ τῆς πηγῆς 33ο ἑκατονταδάβαθμον. [1150,749,1396,813]
advert-heading: ΘΕΡΑΠΕΥΤΗΡΙΟΝ [661,1308,788,1325]
headline: ΤΟ ΝΟΜΟΣΧΕΔΙΟΝ ΤΩΝ ΟΡΓΑΝΩΤΩΝ [874,1191,1129,1207]
article-text: — Παρακλήθημεν νὰ δηλώσωμεν ὅτι ὁ ἐκκλησιαστικὴ ἐπιτροπὴ τοῦ ἱεροῦ ναοῦ τοῦ Ἁγίου Νικολάου τοῦ χωρίου Χαλανδρίου κ. Γεωρ. Γαγαρίδης ἔφθασεν παρητήθη. [595,954,854,1035]
headline-deck: Ο ΣΤΡΑΤΙΩΤΙΚΟΣ ΝΟΜΟΣ ΕΝ ΒΕΛΙΓΡΑΔΙῼ —ΑΙ ΣΥΛΛΗΨΕΙΣ —Η ΔΥΝΑΣΤΕΙΑ ΤΩΝ ΟΒΡΕΝΟΒΙΤΣ [880,151,1123,199]
column-4 [871,27,1132,2049]
headline: ΜΙΑ ΚΛΟΠΗ [369,1085,522,1115]
article-text: 7) Μετὰ 85 ἔτη νὰ μὴ περιέρχεται τὸ ἔργον εἰς τὴν κυριότητα τοῦ δημοσίου μόνον, ἀλλὰ νὰ μετέχῃ αὐτῆς καὶ ὁ δῆμος. [314,896,577,960]
article-text: Σήμερον τὴν πρωΐαν θὰ παρουσιασθῇ ἐνώπιον τοῦ πρωθυπουργοῦ κ. Θεοτόκη ἡ ἐπιτροπὴ τοῦ Δημοτικοῦ Συμβουλίου καὶ θὰ ἐπιδώσῃ πρὸς αὐτὸν τὸ ὑπόμνημα, ἐν ᾧ ζητεῖ τὰς ἑξῆς τροποποιήσεις. [314,182,577,278]
address: Ὁδὸς Ἰλισσοῦ ἀριθ. 18 [1189,1172,1356,1188]
article-text: τοῦ μέσου πολέμου κατὰ τῆς Κυβερνήσεως. Κατόπιν τῆς διαφωνίας ταύτης δύναται νὰ θεωρηθῇ βέβαιον, ὅτι πᾶσα συνεννόησις μεταξὺ τῶν δύο πολιτευτῶν διεκόπη. [314,27,577,108]
signature: Κ.Γ.Δ.Π.Γ.Κ.Δ.Δ [760,755,854,769]
article-text: Διενεμήθη χθὲς εἰς τοὺς βουλευτὰς ἡ ἔκθεσις τῆς ἐπιτροπῆς τῆς Βουλῆς ἐπὶ τοῦ προϋπολογισμοῦ. Ἡ συζήτησις αὐτοῦ θ' ἄρξηται μετὰ τὴν ἐπιψήφισιν τοῦ νομοσχεδίου τῆς συμβάσεως τῆς ἐξαγορᾶς τοῦ θέσεων τῆς Στυμφαλίας. [27,1571,296,1667]
advert-title: ΛΟΥΤΡΑ ΥΠΑΤΗΣ [1171,347,1374,375]
article-text: Πλείστα πληροφορίαι ἐν τῷ καλλιτεχνικῷ ἐργαστηρίῳ τοῦ κ. G. A. Luini (υἱοῦ) ἐν ὁδῷ Βαρβακείου ἀριθ. 6. [595,2062,854,2126]
article-text: Ἤρξατο ἡ λειτουργία καὶ τῶν ἑξῆς διαμερισμάτων. [1150,416,1396,447]
article-text: Ὑπόσχεται εἰς τοὺς λαμβάνοντας ἀνάγκην τὸν ὑπηρεσιῶν τοῦ να ἐργασθῆ μετ' ἄκρας εὐσυνειδησίας καὶ εὐσυνειδησίας. [1150,1887,1396,1951]
article-text: Ἐν Παρισίοις καὶ Λονδίνῳ ἀποκλειστικῶς εἰς τὰ νοσοκομεῖα ταῦτα ἀσχοληθεὶς καὶ ἀπὸ ἐτῶν διδάσκων ἐν τῷ Πανεπιστημίῳ. [595,1459,854,1523]
advert-title: ΝΙΚΟΛΑΟΣ Ι. ΓΙΑΝΝΟΠΟΥΛΟΣ [1178,1137,1367,1152]
article-text: Κατόπιν τῆς παρακλήσεως ταύτης τῶν βουλευτῶν, ἡ Κυβέρνησις ἀνέβαλε τὴν ἐπιψήφισιν τοῦ Νομοσχεδίου διὰ τὴν προσεχῆ Σύνοδον καθ' ἣν οὐδεμία ἀφοβολία ὑπάρχει, ὅτι θὰ ψηφισθῇ. [871,1101,1132,1182]
calendar-moon: Σελήνη 6 ἡμερῶν [109,58,213,73]
article-text: Εἰς τὸν ἀσθενοῦντα διευθυντὴν τοῦ Β. Ναυστάθμου καὶ ὑπασπιστὴν τοῦ Βασιλέως κ. Κουτσοῦκον πλοίαρχον τοῦ Β. Ναυτικοῦ ἡ Α. Μ. ὁ Βασιλεὺς ἐπέτρεψεν ὅπως νοσηλευθῇ εἰς τὸ Τατόϊον. [27,1735,296,1833]
article-text: Τοῦτο προηγεῖται μικρὰ αἰτιολογικὴ ἔκθεσις, ἥτις περιέχει τὴν ἀνάγκην τῆς προσκλήσεως τῶν ὀργανωτῶν, διὰ νὰ φθάσῃ ὁ Στρατὸς εἰς τὴν περιωπὴν του. [871,1362,1132,1426]
advert-sub: ΤΟΚΟΣ ΚΑΤΑΘΕΣΕΩΝ ΧΡΥΣΟΥ [614,2386,835,2403]
headline-sub: ΔΕΛΗΓΕΩΡΓΗ—ΖΑΗΜΗ [72,1867,251,1885]
article-text: —Ἐξ μόνον τούτων τὸ «Isis» ἀποσπασθὲν τῶν λοιπῶν διηυθύνθη εἰς Σμύρνην. [595,307,854,355]
article-text: Ὁ κ. Καπετανάκης ἐπροτίμησε νὰ μείνῃ ὅπως ἦτο, φέρων ἐπὶ τὸν πῖλον ἀκόμη ἐπὶ τῆς κεφαλῆς του. [27,164,296,212]
article-text: Παραγγελίαι νεκροφόρος α' 6' καὶ γ' τάξεως εἰς τὸ ἥμισυ τῆς τιμῆς. [1150,1853,1396,1885]
advert-sub: Η «ΑΚΡΟΠΟΛΙΣ» [1204,1647,1342,1665]
signature: Γεωρ. Μπελέτσης [474,2180,577,2194]
article-text: Δύναται νὰ θεωρηθῇ πλέον βέβαιον, ὅτι τὸ Νομοσχέδιον περὶ ἀποκλεισμοῦ τῶν ἀξιωματικῶν δὲν θὰ ψηφισθῇ ἐντὸς τῆς παρούσης Συνόδου. [871,835,1132,900]
calendar-date: ΤΕΤΑΡΤΗ, 30 Ἰουνίου. — Ἀνατ. ἡλ. ὥρ. 4 λ. 45—Δύσ. ἡλ. 7 λ. 23. [28,73,294,103]
headline: ΚΟΙΝΩΝΙΚΑ [662,363,786,385]
article-text: Ἄλλαι τηλεγραφικαὶ πληροφορίαι, ληφθεῖσαι ἐντεῦθεν ἐκ Πετρουπόλεως καὶ ἄλλοθεν, βεβαιοῦσιν ὅτι ἡ δυναστεία τῶν Ὀβρένοβιτς εὑρίσκεται εἰς τὸ τέλος της. [871,346,1132,445]
advert-name: Κ. Θ. ΚΥΡΙΑΚΟΣ [1206,927,1339,945]
advert-title: ΦΩΤΟΓΡΑΦΙΚΑΙ ΜΕΓΕΘΥΝΣΕΙΣ [601,1842,848,1860]
address: Ὁδὸς Ἀπελλοῦ, ἔναντι γραφείων «Νεολόγου» [1151,1669,1394,1701]
article-text: Ὁ χρόνος τῆς ὑπηρεσίας τῶν ὀργανωτῶν, οἵτινες θ' ἀποκτήσωσι τὴν ἑλληνικὴν ἰθαγένειαν διὰ νὰ ἀπάγωνται εἰς τοὺς ἑλληνικοὺς νόμους, ὁρίζεται εἰς πέντε ἔτη, ἡ δὲ μισθοδοσία τοῦ μὲν τοῦ Στρατοῦ τῆς ξηρᾶς [871,1628,1132,1742]
article-text: 4) Νὰ ὑποχρεωθῇ ἡ Ἑταιρεία ὅπως ὑδρεύσῃ ἐπὶ τὸ ποσὸν τοῦ ὕδατος ὅπερ θὰ διοχετεύσῃ χωρὶς νὰ κατανάλωσῃ ἐντὸς τοῦ λεκανοπεδίου ἐκ τοῦ λεκανοπεδίου τῶν Ἀθηνῶν. Μόνον δὲ ἐὰν καὶ ἐφ' ὅσον τοῦτο δὲν χρειάζεται ὁλόκληρον τὸ ποσόν, νὰ δύναται ἡ Ἑταιρεία νὰ περισσεῦον νὰ κατανέμει εἰς τὰς πεδιάδας εἰς τὴν ἀρδευσιν. Τέλος ζητεῖ πρότερον ἐκείνης εἰς ἣν θὰ διέθετε ἐντὸς αὐτοῦ. [314,580,577,760]
advert-sub: Ο ΠΑΘΟΛΟΓΟΣ ΙΑΤΡΟΣ [1202,911,1343,925]
article-text: ρᾶς εἰς 50 χιλ. φράγκα ἐτησίως, τοῦ δὲ τῆς θαλάσσης εἰς 40 χιλ.φρ. [1150,27,1396,58]
signature: Κ. Π. Ἀγαθοκλῆς [1297,866,1396,881]
rate-line: » ἓξ » 4 1/2 0/0 [674,2443,775,2458]
telegram-credit: ΙΔΙΑΙΤΕΡΟΝ ΤΗΛΕΓΡ. ΤΟΥ ΕΜΠΡΟΣ, ΤΟΥ ΣΥΝΤΑΚΤΟΥ ΜΑΣ [878,200,1126,227]
column-5 [1150,27,1396,2145]
advert-title: ΠΑΘΟΛΟΓΙΚΑ ΝΟΣΗΜΑΤΑ [1157,889,1389,910]
subheading: Οἱ λόγοι τῆς διαστάσεως [67,1888,255,1904]
subheading: Τί λέγει ὁ κ. Μαυρομιχάλης [58,1405,265,1421]
